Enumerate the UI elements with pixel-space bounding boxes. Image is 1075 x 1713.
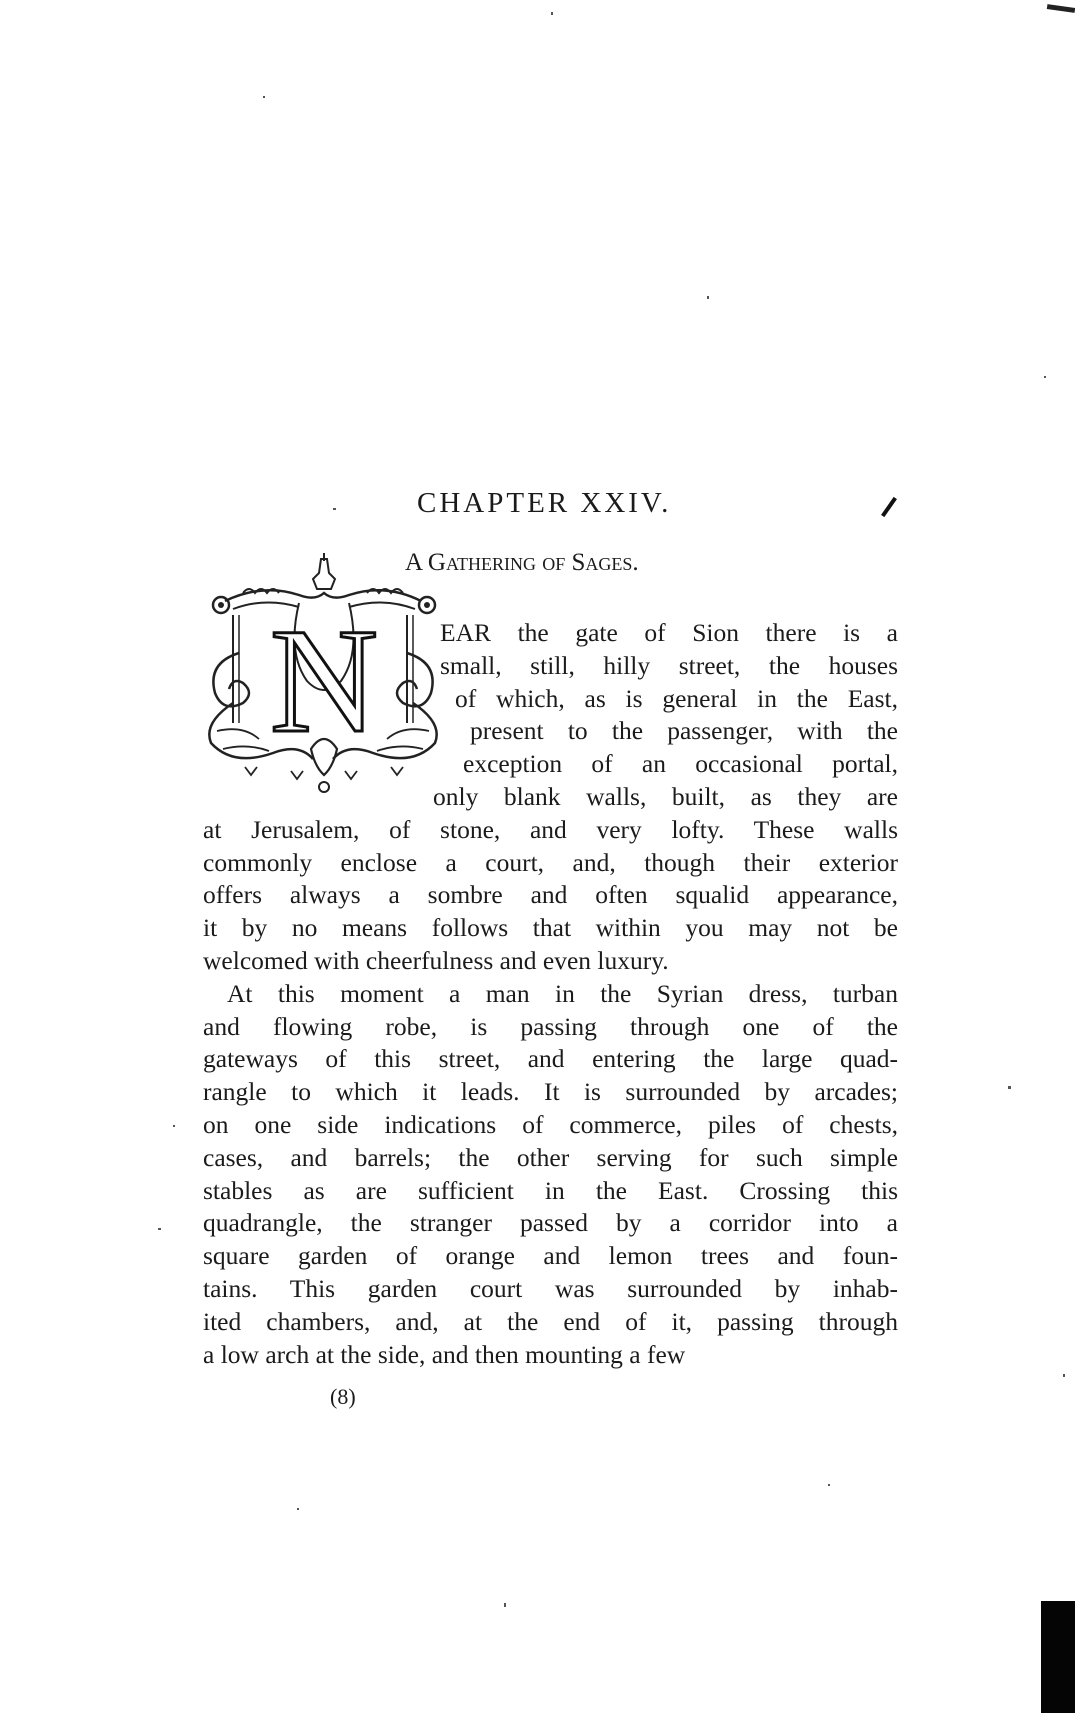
page-number: (8) bbox=[330, 1384, 356, 1409]
text-line: offers always a sombre and often squalid appearance, bbox=[203, 880, 898, 909]
scan-speck bbox=[173, 1125, 175, 1127]
scan-speck bbox=[1063, 1374, 1065, 1377]
scan-speck bbox=[333, 508, 336, 510]
scan-edge-mark bbox=[1047, 4, 1075, 13]
text-line: tains. This garden court was surrounded by inhab- bbox=[203, 1274, 898, 1303]
text-line: cases, and barrels; the other serving for such simple bbox=[203, 1143, 898, 1172]
text-line: a low arch at the side, and then mounting a few bbox=[203, 1340, 686, 1369]
text-line: rangle to which it leads. It is surrounded by arcades; bbox=[203, 1077, 898, 1106]
text-line: square garden of orange and lemon trees and foun- bbox=[203, 1241, 898, 1270]
ornamental-initial bbox=[203, 553, 443, 803]
text-line: quadrangle, the stranger passed by a corridor into a bbox=[203, 1208, 898, 1237]
scan-speck bbox=[297, 1508, 299, 1510]
scan-speck bbox=[551, 12, 553, 15]
text-line: commonly enclose a court, and, though their exterior bbox=[203, 848, 898, 877]
scan-speck bbox=[828, 1484, 830, 1486]
chapter-subtitle: A Gathering of Sages. bbox=[405, 549, 639, 576]
text-line: and flowing robe, is passing through one of the bbox=[203, 1012, 898, 1041]
scan-speck bbox=[707, 296, 709, 299]
text-line: present to the passenger, with the bbox=[470, 716, 898, 745]
ornamental-initial-graphic bbox=[203, 553, 443, 803]
text-line: small, still, hilly street, the houses bbox=[440, 651, 898, 680]
chapter-heading: CHAPTER XXIV. bbox=[417, 487, 672, 519]
pencil-mark bbox=[881, 497, 897, 517]
scan-edge-mark bbox=[1041, 1601, 1075, 1713]
text-line: of which, as is general in the East, bbox=[455, 684, 898, 713]
text-line: stables as are sufficient in the East. Crossing this bbox=[203, 1176, 898, 1205]
text-line: At this moment a man in the Syrian dress, turban bbox=[227, 979, 898, 1008]
text-line: EAR the gate of Sion there is a bbox=[440, 618, 898, 647]
text-line: at Jerusalem, of stone, and very lofty. These walls bbox=[203, 815, 898, 844]
text-line: exception of an occasional portal, bbox=[463, 749, 898, 778]
scan-speck bbox=[504, 1603, 506, 1607]
scan-speck bbox=[158, 1228, 161, 1230]
text-line: on one side indications of commerce, piles of chests, bbox=[203, 1110, 898, 1139]
scan-speck bbox=[263, 96, 265, 98]
text-line: gateways of this street, and entering the large quad- bbox=[203, 1044, 898, 1073]
text-line: it by no means follows that within you may not be bbox=[203, 913, 898, 942]
drop-cap-letter: N bbox=[269, 598, 379, 764]
text-line: only blank walls, built, as they are bbox=[433, 782, 898, 811]
text-line: welcomed with cheerfulness and even luxury. bbox=[203, 946, 669, 975]
scan-speck bbox=[1008, 1086, 1011, 1089]
text-line: ited chambers, and, at the end of it, passing through bbox=[203, 1307, 898, 1336]
scan-speck bbox=[1044, 376, 1046, 378]
